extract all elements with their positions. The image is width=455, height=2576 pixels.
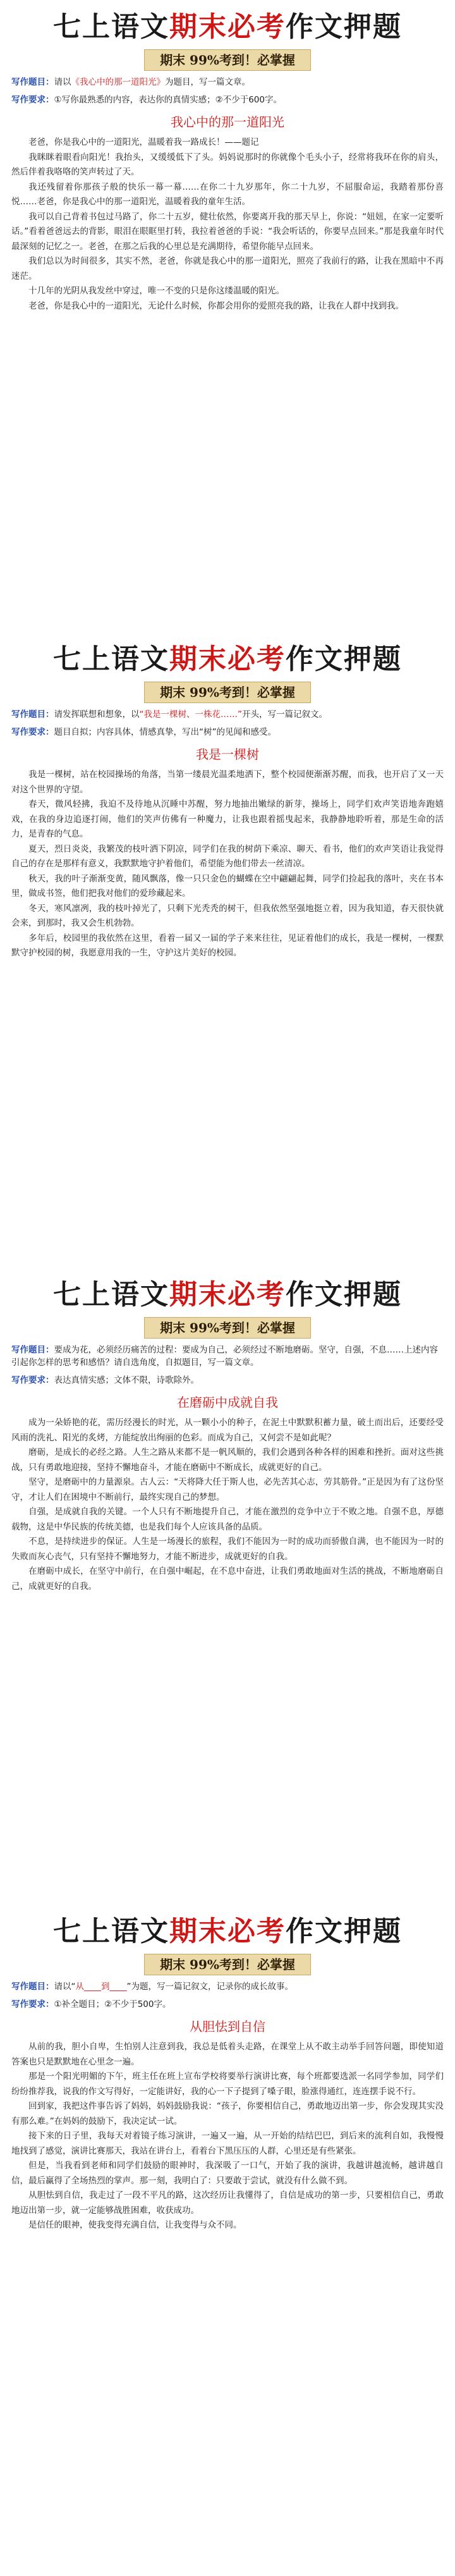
- section-heading: [0, 9, 455, 46]
- writing-requirements: [11, 94, 444, 106]
- heading-red: 期末必考: [169, 643, 286, 675]
- paragraph: 成为一朵娇艳的花，需历经漫长的时光，从一颗小小的种子，在泥土中默默积蓄力量，破土而出后，还要经受风雨的洗礼、阳光的炙烤，方能绽放出绚丽的色彩。而成为自己，又何尝不是如此呢？: [11, 1418, 444, 1443]
- prompt-label: 写作题目：: [11, 77, 54, 87]
- paragraph: 坚守，是磨砺中的力量源泉。古人云：“天将降大任于斯人也，必先苦其心志，劳其筋骨。”正是因为有了这份坚守，才让人们在困境中不断前行，最终实现自己的梦想。: [11, 1477, 444, 1502]
- paragraph: 多年后，校园里的我依然在这里，看着一届又一届的学子来来往往，见证着他们的成长，我是一棵树，一棵默默守护校园的树，我愿意用我的一生，守护这片美好的校园。: [11, 933, 444, 958]
- section-heading: [0, 641, 455, 678]
- prompt-topic: 《我心中的那一道阳光》: [71, 77, 165, 87]
- section-heading: [0, 1277, 455, 1313]
- heading-red: 期末必考: [169, 1915, 286, 1947]
- essay-card-2: [0, 632, 455, 1265]
- essay-body: [0, 768, 455, 961]
- prompt-text-post: ”为题，写一篇记叙文，记录你的成长故事。: [126, 1982, 293, 1992]
- prompt-text-pre: 请发挥联想和想象，以: [54, 709, 140, 720]
- heading-pre: 七上语文: [53, 11, 169, 43]
- paragraph: 是信任的眼神，使我变得充满自信，让我变得与众不同。: [28, 2220, 242, 2230]
- prompt-text-pre: 请以: [54, 77, 71, 87]
- prompt-label: 写作题目：: [11, 1345, 54, 1355]
- prompt-text-post: 要成为花，必须经历痛苦的过程：要成为自己，必须经过不断地磨砺。坚守，自强，不息……上述内容引起你怎样的思考和感悟？请自选角度，自拟题目，写一篇文章。: [11, 1345, 438, 1368]
- heading-post: 作文押题: [286, 11, 402, 43]
- paragraph: 接下来的日子里，我每天对着镜子练习演讲，一遍又一遍，从一开始的结结巴巴，到后来的流利自如，我慢慢地找到了感觉，演讲比赛那天，我站在讲台上，看着台下黑压压的人群，心里还是有些紧张。: [11, 2131, 444, 2156]
- heading-red: 期末必考: [169, 11, 286, 43]
- section-heading: [0, 1913, 455, 1950]
- paragraph: 那是一个阳光明媚的下午，班主任在班上宣布学校将要举行演讲比赛，每个班都要选派一名同学参加，同学们纷纷推荐我，说我的作文写得好，一定能讲好，我的心一下子提到了嗓子眼，脸涨得通红，连连摆手说不行。: [11, 2071, 444, 2097]
- heading-post: 作文押题: [286, 643, 402, 675]
- paragraph: 我眯眯着眼看向阳光！我抬头，又缓缓低下了头。妈妈说那时的你就像个毛头小子，经常将我环在你的肩头，然后伴着我咯咯的笑声转过了天。: [11, 152, 444, 177]
- writing-requirements: [11, 1998, 444, 2011]
- paragraph: 不息，是持续进步的保证。人生是一场漫长的旅程，我们不能因为一时的成功而骄傲自满，也不能因为一时的失败而灰心丧气，只有坚持不懈地努力，才能不断进步，成就更好的自我。: [11, 1536, 444, 1562]
- writing-requirements: [11, 1374, 444, 1387]
- prompt-topic: 从____到____: [75, 1982, 127, 1992]
- paragraph: 但是，当我看到老师和同学们鼓励的眼神时，我深吸了一口气，开始了我的演讲，我越讲越流畅，越讲越自信，最后赢得了全场热烈的掌声。那一刻，我明白了：只要敢于尝试，就没有什么做不到。: [11, 2161, 444, 2186]
- requirements-label: 写作要求：: [11, 727, 54, 737]
- essay-card-3: [0, 1268, 455, 1900]
- writing-requirements: [11, 726, 444, 739]
- prompt-text-post: 为题目，写一篇文章。: [165, 77, 250, 87]
- exam-badge: 期末 99%考到！必掌握: [144, 1954, 311, 1975]
- essay-title: 我是一棵树: [196, 747, 259, 762]
- paragraph: 从前的我，胆小自卑，生怕别人注意到我，我总是低着头走路，在课堂上从不敢主动举手回答问题，即使知道答案也只是默默地在心里念一遍。: [11, 2042, 444, 2067]
- prompt-topic: “我是一棵树、一株花……”: [139, 709, 242, 720]
- paragraph: 磨砺，是成长的必经之路。人生之路从来都不是一帆风顺的，我们会遇到各种各样的困难和挫折。面对这些挑战，只有勇敢地迎接，坚持不懈地奋斗，才能在磨砺中不断成长，成就更好的自己。: [11, 1447, 444, 1473]
- essay-body: [0, 1416, 455, 1594]
- requirements-label: 写作要求：: [11, 1999, 54, 2009]
- paragraph: 夏天，烈日炎炎，我繁茂的枝叶洒下阴凉，同学们在我的树荫下乘凉、聊天、看书，他们的欢声笑语让我觉得自己的存在是那样有意义，我默默地守护着他们，希望能为他们带去一丝清凉。: [11, 843, 444, 869]
- heading-post: 作文押题: [286, 1915, 402, 1947]
- heading-pre: 七上语文: [53, 643, 169, 675]
- essay-body: [0, 135, 455, 314]
- essay-title: 我心中的那一道阳光: [171, 114, 284, 130]
- requirements-text: 题目自拟；内容具体，情感真挚，写出“树”的见闻和感受。: [54, 727, 276, 737]
- paragraph: 在磨砺中成长，在坚守中前行，在自强中崛起，在不息中奋进，让我们勇敢地面对生活的挑战，不断地磨砺自己，成就更好的自我。: [11, 1566, 444, 1592]
- essay-body: [0, 2040, 455, 2233]
- paragraph: 自强，是成就自我的关键。一个人只有不断地提升自己，才能在激烈的竞争中立于不败之地。自强不息，厚德载物，这是中华民族的传统美德，也是我们每个人应该具备的品质。: [11, 1507, 444, 1532]
- prompt-text-post: 开头，写一篇记叙文。: [242, 709, 327, 720]
- requirements-label: 写作要求：: [11, 1375, 54, 1385]
- requirements-text: ①写你最熟悉的内容，表达你的真情实感；②不少于600字。: [54, 95, 282, 105]
- paragraph: 从胆怯到自信，我走过了一段不平凡的路，这次经历让我懂得了，自信是成功的第一步，只要相信自己，勇敢地迈出第一步，就一定能够战胜困难，收获成功。: [11, 2190, 444, 2216]
- paragraph: 我们总以为时间很多，其实不然，老爸，你就是我心中的那一道阳光，照亮了我前行的路，让我在黑暗中不再迷茫。: [11, 256, 444, 281]
- paragraph: 老爸，你是我心中的一道阳光，温暖着我一路成长！——题记: [28, 137, 259, 147]
- prompt-text-pre: 请以“: [54, 1982, 76, 1992]
- paragraph: 我是一棵树，站在校园操场的角落，当第一缕晨光温柔地洒下，整个校园便渐渐苏醒，而我，也开启了又一天对这个世界的守望。: [11, 770, 444, 795]
- paragraph: 冬天，寒风凛冽，我的枝叶掉光了，只剩下光秃秃的树干，但我依然坚强地挺立着，因为我知道，春天很快就会来，到那时，我又会生机勃勃。: [11, 903, 444, 928]
- essay-card-4: [0, 1904, 455, 2576]
- writing-prompt: [11, 708, 444, 721]
- exam-badge: 期末 99%考到！必掌握: [144, 49, 311, 71]
- paragraph: 老爸，你是我心中的一道阳光，无论什么时候，你都会用你的爱照亮我的路，让我在人群中找到我。: [28, 300, 404, 311]
- heading-red: 期末必考: [169, 1279, 286, 1311]
- essay-title: 从胆怯到自信: [190, 2019, 265, 2034]
- writing-prompt: [11, 1344, 444, 1369]
- writing-prompt: [11, 76, 444, 89]
- exam-badge: 期末 99%考到！必掌握: [144, 682, 311, 703]
- exam-badge: 期末 99%考到！必掌握: [144, 1317, 311, 1339]
- prompt-label: 写作题目：: [11, 709, 54, 720]
- requirements-text: ①补全题目；②不少于500字。: [54, 1999, 171, 2009]
- writing-prompt: [11, 1980, 444, 1993]
- requirements-text: 表达真情实感；文体不限，诗歌除外。: [54, 1375, 199, 1385]
- paragraph: 春天，微风轻拂，我迫不及待地从沉睡中苏醒，努力地抽出嫩绿的新芽，操场上，同学们欢声笑语地奔跑嬉戏，在我的身边追逐打闹，他们的笑声仿佛有一种魔力，让我也跟着摇曳起来，我静静地聆听着，那是生命的活力，是青春的气息。: [11, 799, 444, 839]
- paragraph: 我还残留着你那孩子般的快乐一幕一幕……在你二十九岁那年，你二十九岁，不屈服命运，我踏着那份喜悦……老爸，你是我心中的那一道阳光，温暖着我的童年生活。: [11, 181, 444, 207]
- prompt-label: 写作题目：: [11, 1982, 54, 1992]
- heading-pre: 七上语文: [53, 1915, 169, 1947]
- paragraph: 秋天，我的叶子渐渐变黄，随风飘落，像一只只金色的蝴蝶在空中翩翩起舞，同学们捡起我的落叶，夹在书本里，做成书签，他们把我对他们的爱珍藏起来。: [11, 873, 444, 899]
- essay-card-1: [0, 0, 455, 556]
- paragraph: 回到家，我把这件事告诉了妈妈，妈妈鼓励我说：“孩子，你要相信自己，勇敢地迈出第一步，你会发现其实没有那么难。”在妈妈的鼓励下，我决定试一试。: [11, 2101, 444, 2126]
- paragraph: 十几年的光阴从我发丝中穿过，唯一不变的只是你这缕温暖的阳光。: [28, 286, 284, 296]
- essay-title: 在磨砺中成就自我: [177, 1395, 278, 1410]
- requirements-label: 写作要求：: [11, 95, 54, 105]
- heading-pre: 七上语文: [53, 1279, 169, 1311]
- paragraph: 我可以自己背着书包过马路了，你二十五岁，健壮依然，你要离开我的那天早上，你说：“妞妞，在家一定要听话。”看着爸爸远去的背影，眼泪在眼眶里打转，我拉着爸爸的手说：“我会听话的，你要早点回来。”那是我童年时代最深刻的记忆之一。老爸，在那之后我的心里总是充满期待，希望你能早点回来。: [11, 211, 444, 252]
- heading-post: 作文押题: [286, 1279, 402, 1311]
